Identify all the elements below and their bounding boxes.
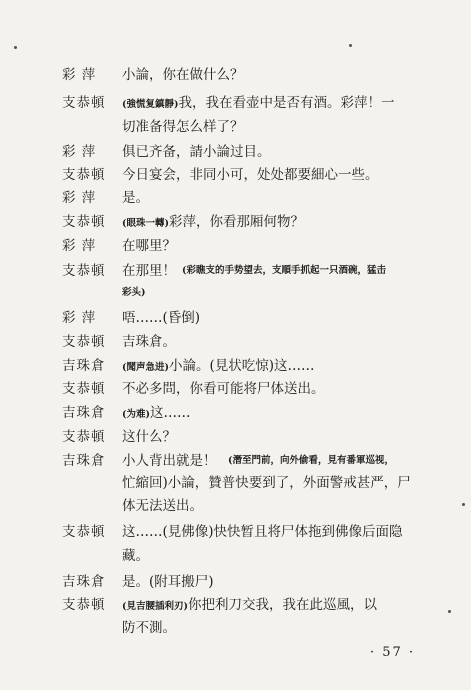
speech: 小論。(見状吃惊)这…… — [169, 358, 315, 374]
speaker-name: 彩 萍 — [62, 310, 97, 326]
dialogue-text — [122, 617, 176, 639]
speaker-name: 支恭頓 — [62, 381, 106, 397]
speaker-name: 吉珠倉 — [62, 453, 106, 469]
stage-direction: (見吉腰插利刃) — [122, 601, 188, 612]
speech: 今日宴会，非同小可，处处都要細心一些。 — [122, 167, 379, 183]
dialogue-text — [122, 211, 442, 235]
dialogue-text — [122, 307, 442, 329]
speech: 不必多問，你看可能将尸体送出。 — [122, 381, 325, 397]
speaker-name: 支恭頓 — [62, 429, 106, 445]
dialogue-text — [122, 495, 203, 517]
speaker-name: 支恭頓 — [62, 524, 106, 540]
speech: 彩萍，你看那厢何物？ — [169, 214, 304, 230]
dialogue-text — [122, 594, 442, 618]
speaker-name: 彩 萍 — [62, 67, 97, 83]
speech: 我，我在看壶中是否有酒。彩萍！一 — [178, 95, 395, 111]
dialogue-text — [122, 378, 442, 400]
speech: 小人背出就是！ — [122, 453, 217, 469]
speech: 忙縮回)小論，贊普快要到了，外面警戒甚严，尸 — [122, 475, 411, 491]
dialogue-text — [122, 521, 442, 543]
speech: 你把利刀交我，我在此巡風，以 — [188, 597, 377, 613]
speech: 吉珠倉。 — [122, 334, 176, 350]
speaker-name: 支恭頓 — [62, 214, 106, 230]
dialogue-text — [122, 235, 442, 257]
dialogue-text — [122, 426, 442, 448]
dialogue-text — [122, 116, 442, 138]
speech: 这…… — [150, 405, 191, 421]
page-number: · 57 · — [370, 645, 416, 660]
speech: 是。 — [122, 190, 149, 206]
dialogue-text — [122, 64, 442, 86]
speech: 体无法送出。 — [122, 498, 203, 514]
speaker-name: 吉珠倉 — [62, 358, 106, 374]
speaker-name: 支恭頓 — [62, 597, 106, 613]
speaker-name: 支恭頓 — [62, 263, 106, 279]
speaker-name: 彩 萍 — [62, 190, 97, 206]
speech: 是。(附耳搬尸) — [122, 574, 214, 590]
speech: 这什么？ — [122, 429, 176, 445]
dialogue-text — [122, 472, 411, 494]
speech: 小論，你在做什么？ — [122, 67, 244, 83]
stage-direction: (潛至門前，向外偷看，見有番軍巡视， — [228, 455, 394, 466]
speech: 这……(見佛像)快快暂且将尸体拖到佛像后面隐 — [122, 524, 403, 540]
speaker-name: 支恭頓 — [62, 334, 106, 350]
speech: 唔……(昏倒) — [122, 310, 201, 326]
speech: 在哪里？ — [122, 238, 176, 254]
speaker-name: 彩 萍 — [62, 144, 97, 160]
dialogue-text — [122, 571, 442, 593]
speech: 藏。 — [122, 548, 149, 564]
speech: 防不測。 — [122, 620, 176, 636]
ink-speck — [462, 503, 465, 506]
speech: 切准备得怎么样了？ — [122, 119, 244, 135]
dialogue-text — [122, 402, 442, 426]
ink-speck — [14, 46, 17, 49]
dialogue-text — [122, 92, 442, 116]
stage-direction: (聞声急进) — [122, 362, 169, 373]
ink-speck — [349, 44, 352, 47]
stage-direction: (強慌复鎮靜) — [122, 99, 179, 110]
speaker-name: 吉珠倉 — [62, 405, 106, 421]
stage-direction: (为难) — [122, 409, 150, 420]
stage-direction: (眼珠一轉) — [122, 218, 169, 229]
speaker-name: 支恭頓 — [62, 95, 106, 111]
dialogue-text — [122, 187, 442, 209]
ink-speck — [448, 610, 451, 613]
speaker-name: 支恭頓 — [62, 167, 106, 183]
stage-direction: (彩瞧支的手势望去，支順手抓起一只酒碗，猛击 — [182, 265, 386, 276]
dialogue-text — [122, 164, 442, 186]
speaker-name: 吉珠倉 — [62, 574, 106, 590]
dialogue-text — [122, 355, 442, 379]
stage-direction: 彩头) — [122, 287, 146, 298]
speaker-name: 彩 萍 — [62, 238, 97, 254]
speech: 俱已齐备，請小論过目。 — [122, 144, 271, 160]
dialogue-text — [122, 331, 442, 353]
dialogue-text — [122, 545, 149, 567]
dialogue-text — [122, 141, 442, 163]
speech: 在那里！ — [122, 263, 176, 279]
